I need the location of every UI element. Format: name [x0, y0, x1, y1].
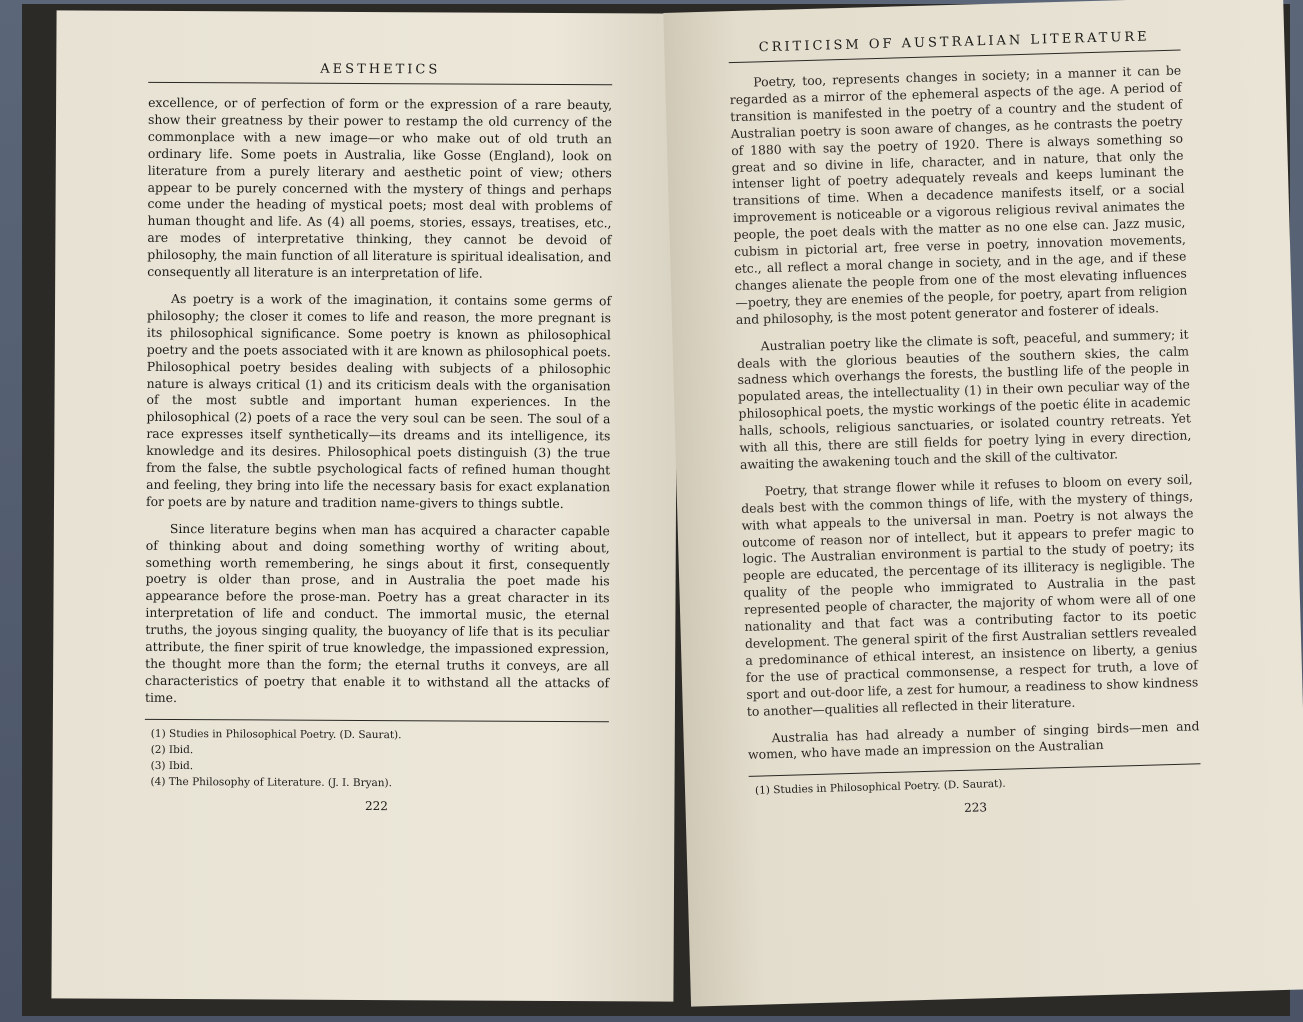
right-page — [663, 0, 1303, 1007]
left-footnotes — [145, 719, 609, 792]
right-paragraph-4: Australia has had already a number of singing birds—men and women, who have made an impression on the Australian — [747, 717, 1200, 763]
running-head-left: AESTHETICS — [148, 61, 612, 85]
running-head-right: CRITICISM OF AUSTRALIAN LITERATURE — [728, 29, 1180, 64]
footnote: (1) Studies in Philosophical Poetry. (D. Saurat). — [754, 778, 1006, 798]
footnote: (4) The Philosophy of Literature. (J. I. Bryan). — [150, 775, 393, 789]
page-number-right: 223 — [963, 800, 988, 816]
left-paragraph-2: As poetry is a work of the imagination, it contains some germs of philosophy; the closer it comes to life and reason, the more pregnant is its philosophical significance. Some poetry is known as philosophical poetry and the poets associated with it are known as philosophical poets. Philosophical poetry besides dealing with subjects of a philosophic nature is always critical (1) and its criticism deals with the organisation of the most subtle and important human experiences. In the philosophical (2) poets of a race the very soul can be seen. The soul of a race expresses itself synthetically—its dreams and its intelligence, its knowledge and its desires. Philosophical poets distinguish (3) the true from the false, the subtle psychological facts of refined human thought and feeling, they bring into life the necessary basis for exact explanation for poets are by nature and tradition name-givers to things subtle. — [145, 290, 612, 511]
right-paragraph-1: Poetry, too, represents changes in society; in a manner it can be regarded as a mirror of the ephemeral aspects of the age. A period of transition is manifested in the poetry of a country and the student of Australian poetry is soon aware of changes, as he contrasts the poetry of 1880 with say the poetry of 1920. There is always something so great and so divine in life, character, and in nature, that only the intenser light of poetry adequately reveals and keeps luminant the transitions of time. When a decadence manifests itself, or a social improvement is noticeable or a vigorous religious revival animates the people, the poet deals with the matter as no one else can. Jazz music, cubism in pictorial art, free verse in poetry, innovation movements, etc., all reflect a moral change in society, and in the age, and if these changes alienate the people from one of the most elevating influences—poetry, they are enemies of the people, for poetry, apart from religion and philosophy, is the most potent generator and fosterer of ideals. — [729, 62, 1188, 327]
left-paragraph-3: Since literature begins when man has acquired a character capable of thinking about and doing something worthy of writing about, something worth remembering, he sings about it first, consequently poetry is older than prose, and in Australia the poet made his appearance before the prose-man. Poetry has a great character in its interpretation of life and conduct. The immortal music, the eternal truths, the joyous singing quality, the buoyancy of life that is its peculiar attribute, the finer spirit of true knowledge, the impassioned expression, the thought more than the form; the eternal truths it conveys, are all characteristics of poetry that enable it to withstand all the attacks of time. — [144, 520, 610, 705]
left-paragraph-1: excellence, or of perfection of form or the expression of a rare beauty, show their greatness by their power to restamp the old currency of the commonplace with a new image—or who make out of old truth an ordinary life. Some poets in Australia, like Gosse (England), look on literature from a purely literary and aesthetic point of view; others appear to be purely concerned with the mystery of things and perhaps come under the heading of mystical poets; most deal with problems of human thought and life. As (4) all poems, stories, essays, treatises, etc., are modes of interpretative thinking, they cannot be devoid of philosophy, the main function of all literature is spiritual idealisation, and consequently all literature is an interpretation of life. — [147, 94, 613, 281]
footnote: (1) Studies in Philosophical Poetry. (D. Saurat). — [150, 727, 402, 741]
left-page — [51, 10, 678, 1001]
right-paragraph-2: Australian poetry like the climate is soft, peaceful, and summery; it deals with the glorious beauties of the southern skies, the calm sadness which overhangs the forests, the bustling life of the people in populated areas, the intellectuality (1) in their own peculiar way of the philosophical poets, the mystic workings of the poetic élite in academic halls, schools, religious sanctuaries, or isolated country retreats. Yet with all this, there are still fields for poetry lying in every direction, awaiting the awakening touch and the skill of the cultivator. — [736, 326, 1192, 472]
footnote: (2) Ibid. — [150, 743, 194, 756]
footnote: (3) Ibid. — [150, 759, 194, 772]
right-paragraph-3: Poetry, that strange flower while it refuses to bloom on every soil, deals best with the common things of life, with the mystery of things, with what appeals to the universal in man. Poetry is not always the outcome of reason nor of intellect, but it appears to prefer magic to logic. The Australian environment is partial to the study of poetry; its people are educated, the percentage of its illiteracy is negligible. The quality of the people who immigrated to Australia in the past represented people of character, the majority of whom were all of one nationality and that fact was a contributing factor to its poetic development. The general spirit of the first Australian settlers revealed a predominance of ethical interest, an insistence on liberty, a genius for the use of practical commonsense, a respect for truth, a love of sport and out-door life, a zest for humour, a readiness to show kindness to another—qualities all reflected in their literature. — [740, 471, 1199, 719]
book-spread — [22, 4, 1290, 1016]
page-number-left: 222 — [364, 798, 388, 813]
right-footnotes — [749, 764, 1201, 800]
